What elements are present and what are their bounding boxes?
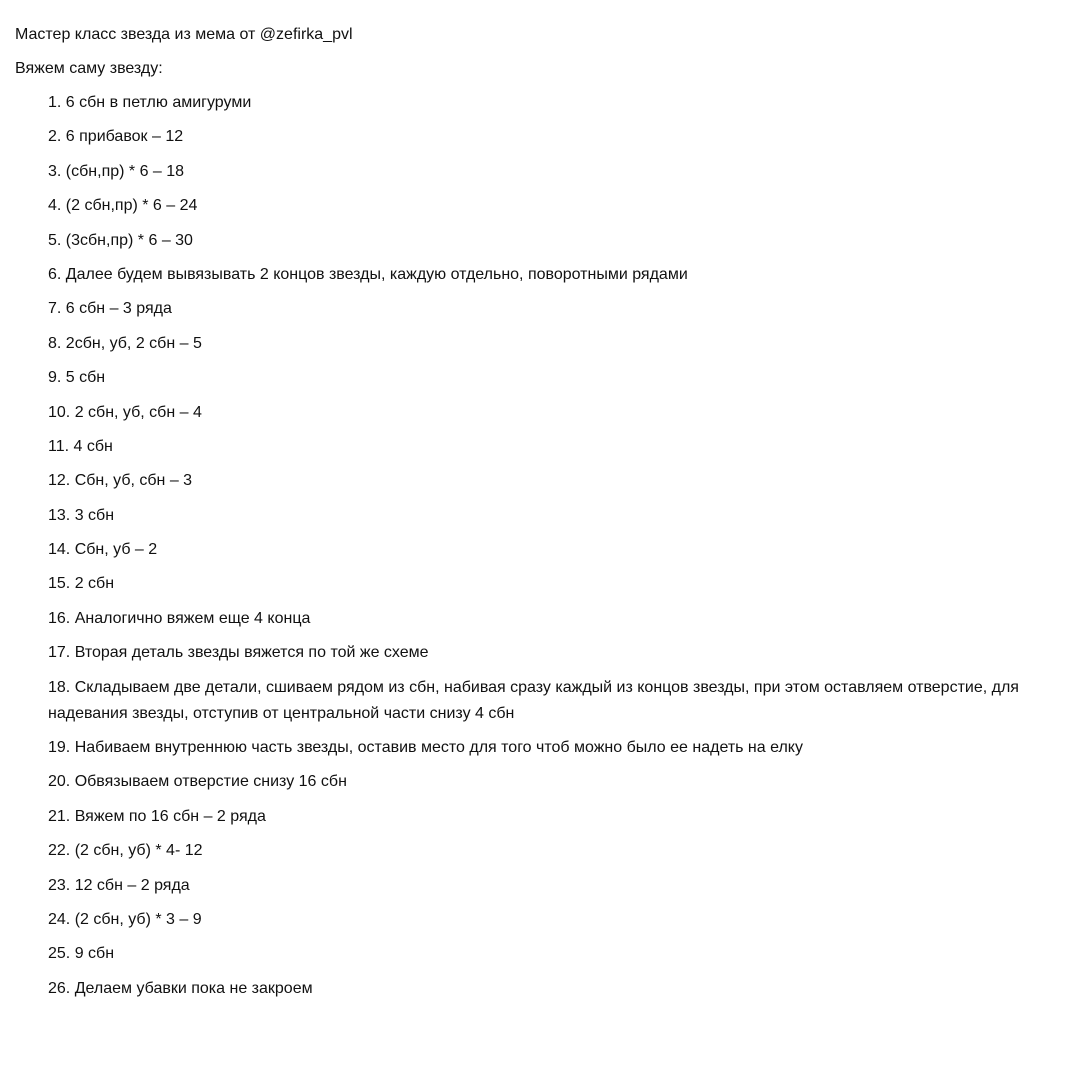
step-text: 11. 4 сбн	[48, 437, 113, 455]
step-item	[15, 90, 1066, 116]
document-subtitle: Вяжем саму звезду:	[15, 60, 163, 77]
step-text: 17. Вторая деталь звезды вяжется по той же схеме	[48, 644, 429, 662]
step-item	[15, 735, 1066, 761]
step-text: 13. 3 сбн	[48, 506, 115, 524]
step-item	[15, 769, 1066, 795]
step-text: 22. (2 сбн, уб) * 4- 12	[48, 842, 203, 860]
step-item	[15, 262, 1066, 288]
step-item	[15, 124, 1066, 150]
step-text: 16. Аналогично вяжем еще 4 конца	[48, 609, 311, 627]
step-text: 24. (2 сбн, уб) * 3 – 9	[48, 910, 202, 928]
step-text: 21. Вяжем по 16 сбн – 2 ряда	[48, 807, 266, 825]
step-text: 14. Сбн, уб – 2	[48, 541, 158, 559]
step-item	[15, 571, 1066, 597]
step-item	[15, 675, 1066, 727]
step-item	[15, 331, 1066, 357]
step-text: 26. Делаем убавки пока не закроем	[48, 979, 313, 997]
step-text: 15. 2 сбн	[48, 575, 115, 593]
step-item	[15, 941, 1066, 967]
steps-list	[15, 90, 1066, 1002]
step-item	[15, 640, 1066, 666]
step-text: 4. (2 сбн,пр) * 6 – 24	[48, 197, 198, 215]
step-text: 20. Обвязываем отверстие снизу 16 сбн	[48, 773, 347, 791]
step-text: 1. 6 сбн в петлю амигуруми	[48, 94, 252, 111]
step-text: 25. 9 сбн	[48, 945, 115, 963]
step-text: 18. Складываем две детали, сшиваем рядом из сбн, набивая сразу каждый из концов звезды, при этом оставляем отверстие, для надевания звезды, отступив от центральной части снизу 4 сбн	[48, 678, 1019, 722]
step-text: 19. Набиваем внутреннюю часть звезды, оставив место для того чтоб можно было ее надеть на елку	[48, 739, 803, 757]
step-text: 2. 6 прибавок – 12	[48, 128, 184, 146]
step-item	[15, 804, 1066, 830]
step-text: 3. (сбн,пр) * 6 – 18	[48, 162, 185, 180]
step-item	[15, 468, 1066, 494]
document-title: Мастер класс звезда из мема от @zefirka_pvl	[15, 26, 353, 43]
step-item	[15, 159, 1066, 185]
step-text: 8. 2сбн, уб, 2 сбн – 5	[48, 334, 202, 352]
step-text: 5. (3сбн,пр) * 6 – 30	[48, 231, 193, 249]
step-item	[15, 907, 1066, 933]
step-text: 6. Далее будем вывязывать 2 концов звезды, каждую отдельно, поворотными рядами	[48, 265, 688, 283]
step-item	[15, 296, 1066, 322]
step-text: 7. 6 сбн – 3 ряда	[48, 300, 172, 318]
step-text: 9. 5 сбн	[48, 369, 106, 387]
step-item	[15, 537, 1066, 563]
step-item	[15, 838, 1066, 864]
step-text: 10. 2 сбн, уб, сбн – 4	[48, 403, 202, 421]
step-item	[15, 400, 1066, 426]
step-item	[15, 976, 1066, 1002]
step-item	[15, 365, 1066, 391]
step-text: 12. Сбн, уб, сбн – 3	[48, 472, 193, 490]
step-item	[15, 873, 1066, 899]
step-item	[15, 228, 1066, 254]
step-text: 23. 12 сбн – 2 ряда	[48, 876, 190, 894]
step-item	[15, 434, 1066, 460]
step-item	[15, 193, 1066, 219]
step-item	[15, 503, 1066, 529]
step-item	[15, 606, 1066, 632]
